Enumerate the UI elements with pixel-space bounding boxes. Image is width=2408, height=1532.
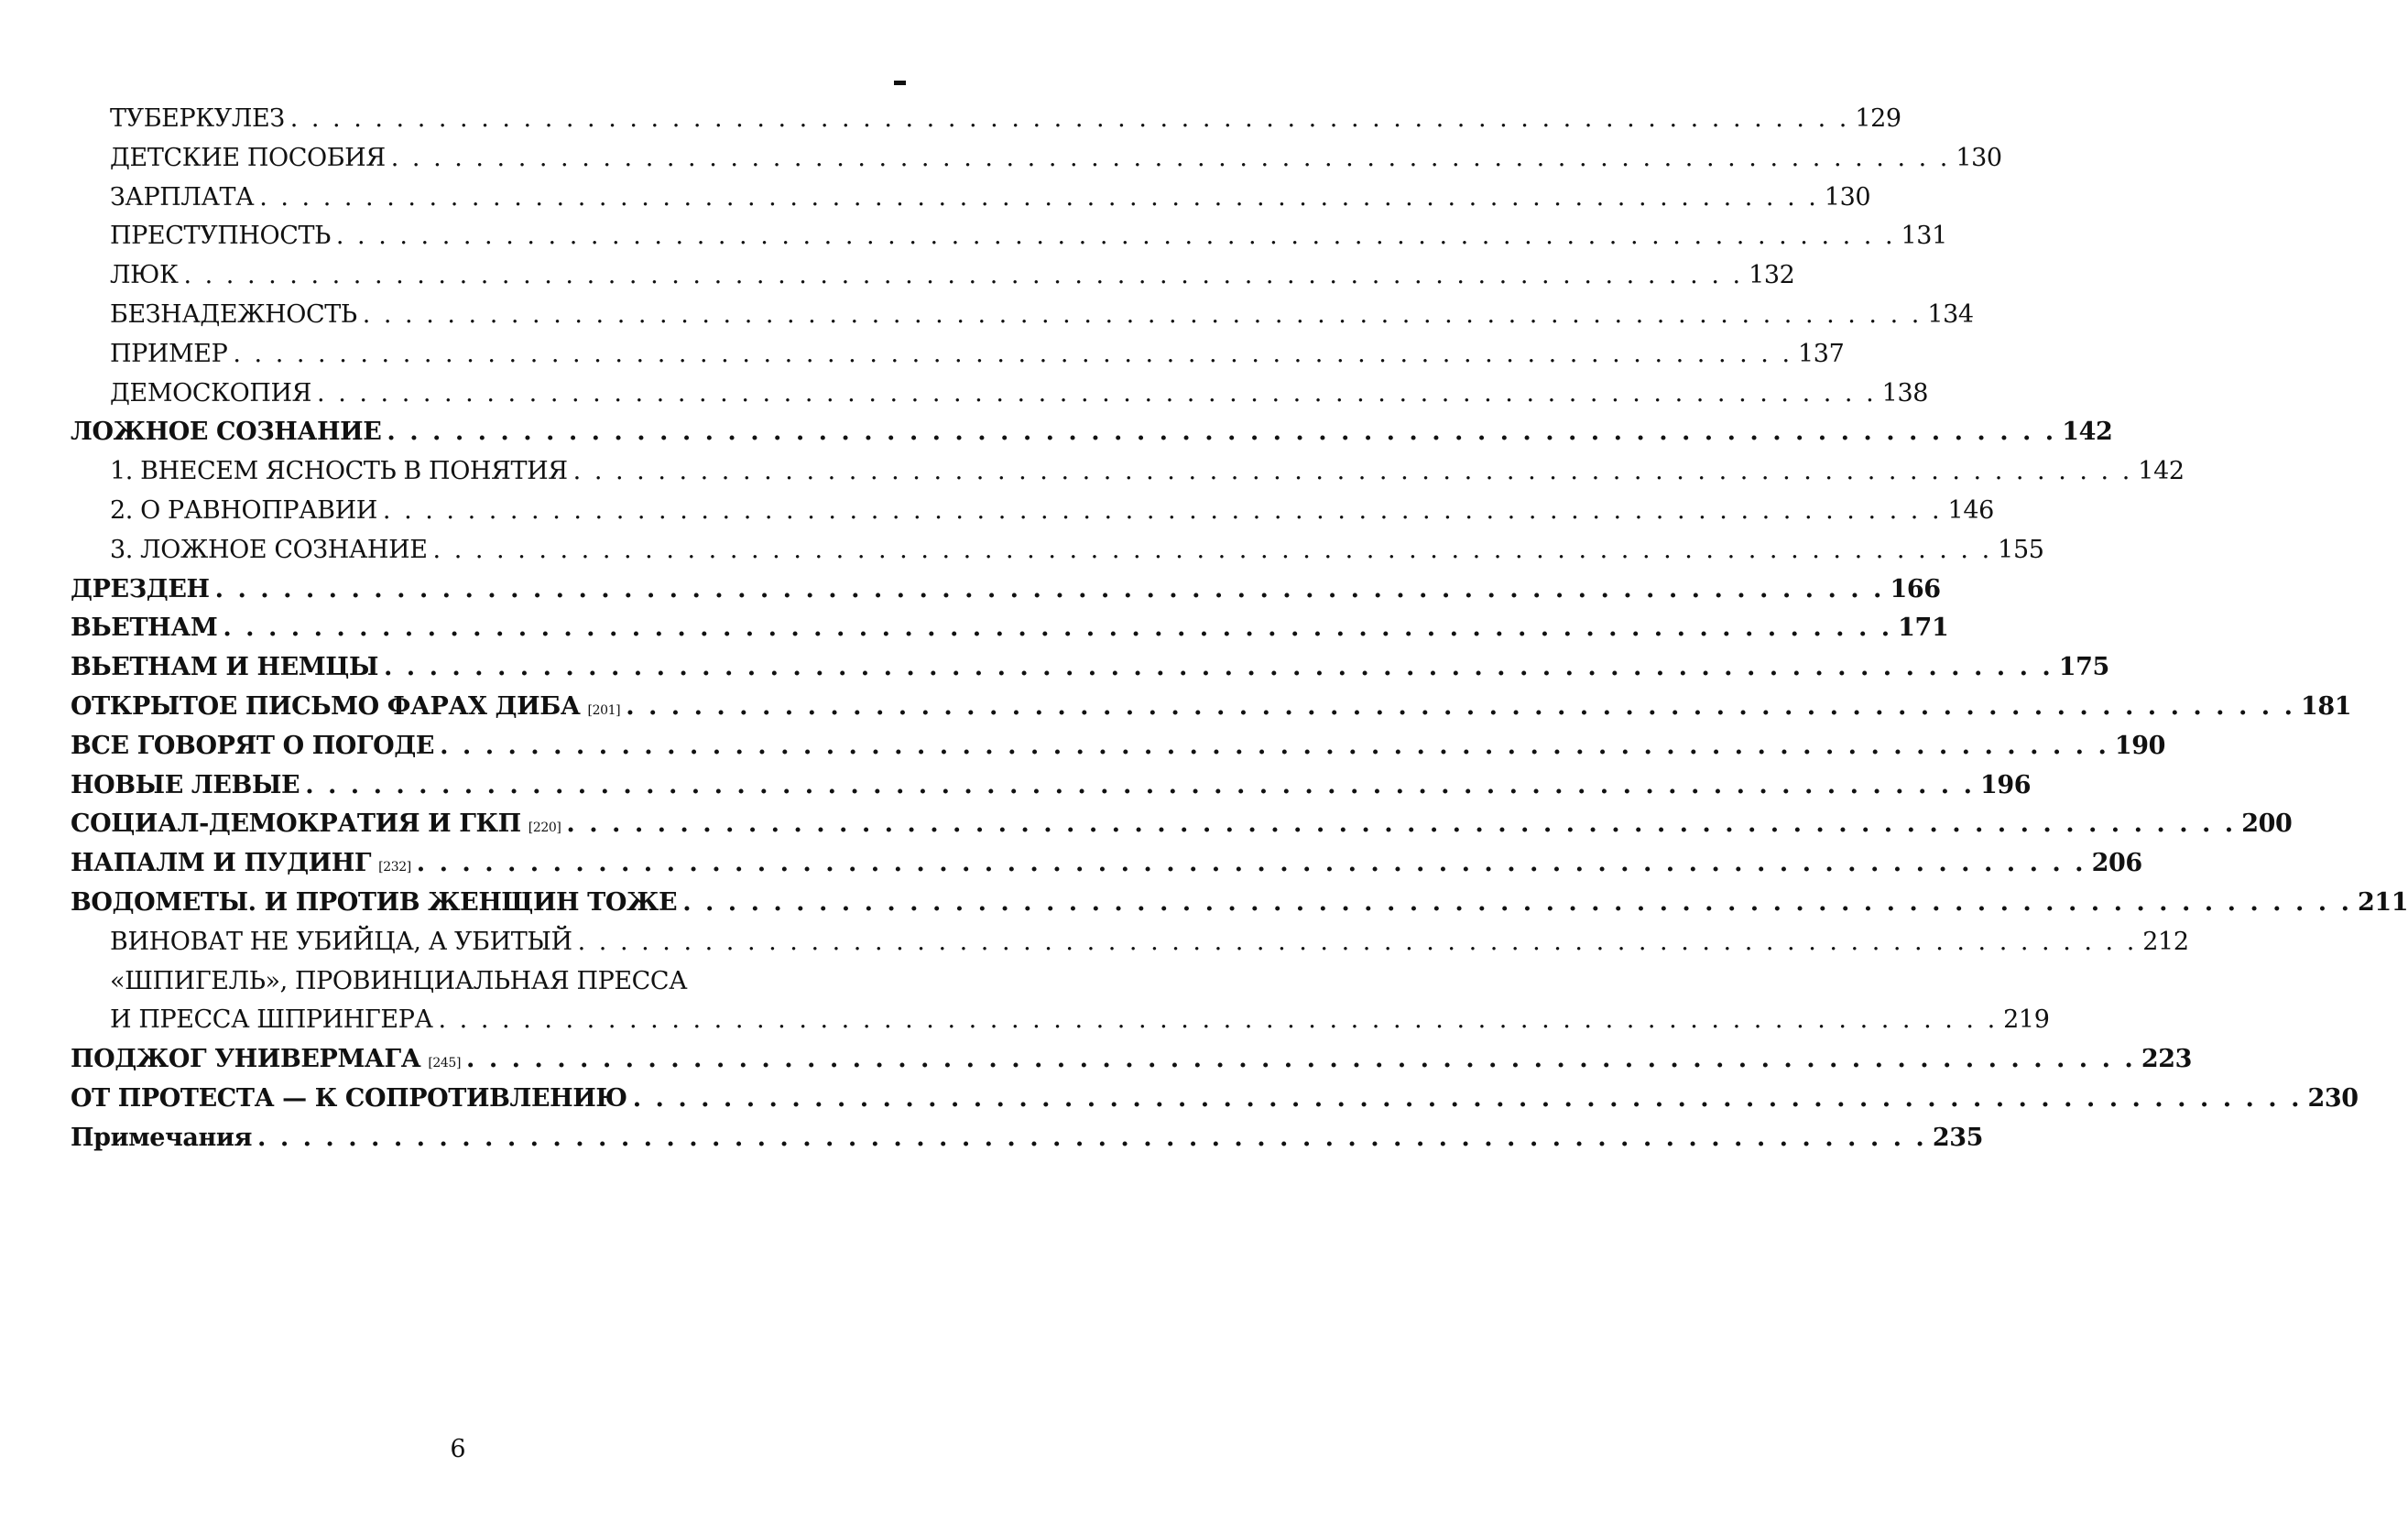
toc-row (0, 375, 1929, 412)
dot-leader: . . . . . . . . . . . . . . . . . . . . . . . . . . . . . . . . . . . . . . . . . . . . . . . . . . . . . . . . . . . . . . . . . . . . . . . . . . (317, 378, 1877, 407)
toc-chapter: ОТКРЫТОЕ ПИСЬМО ФАРАХ ДИБА [201] . . . . . . . . . . . . . . . . . . . . . . . . . . . . . . . . . . . . . . . . . . . . . . . . . . . . . . . . . . . . . . . . . . . . . . . . . . 181 (71, 689, 834, 725)
toc-row (0, 845, 2142, 882)
toc-page-number: 130 (1956, 143, 2002, 172)
toc-section (110, 453, 2185, 490)
toc-section (110, 532, 2044, 569)
toc-chapter (71, 610, 1949, 646)
toc-entry-title: ЛОЖНОЕ СОЗНАНИЕ (71, 418, 382, 447)
toc-chapter (71, 885, 2408, 921)
dot-leader: . . . . . . . . . . . . . . . . . . . . . . . . . . . . . . . . . . . . . . . . . . . . . . . . . . . . . . . . . . . . . . . . . . . . . . . . . . (362, 300, 1923, 329)
toc-row (0, 1081, 2359, 1117)
toc-section (110, 375, 1929, 412)
toc-entry-title: ДЕМОСКОПИЯ (110, 378, 312, 407)
dot-leader: . . . . . . . . . . . . . . . . . . . . . . . . . . . . . . . . . . . . . . . . . . . . . . . . . . . . . . . . . . . . . . . . . . . . . . . . . . (390, 143, 1951, 172)
toc-page-number: 131 (1901, 222, 1947, 251)
toc-entry-title: ВИНОВАТ НЕ УБИЙЦА, А УБИТЫЙ (110, 927, 572, 956)
toc-section (110, 1002, 2050, 1038)
toc-chapter (71, 728, 2166, 765)
toc-chapter (71, 414, 2113, 451)
dot-leader: . . . . . . . . . . . . . . . . . . . . . . . . . . . . . . . . . . . . . . . . . . . . . . . . . . . . . . . . . . . . . . . . . . . . . . . . . . (223, 614, 1893, 643)
dot-leader: . . . . . . . . . . . . . . . . . . . . . . . . . . . . . . . . . . . . . . . . . . . . . . . . . . . . . . . . . . . . . . . . . . . . . . . . . . (383, 653, 2054, 682)
toc-page-number: 166 (1890, 574, 1941, 603)
toc-page-number: 129 (1855, 104, 1901, 133)
toc-entry-title: ОТ ПРОТЕСТА — К СОПРОТИВЛЕНИЮ (71, 1084, 627, 1113)
toc-page-number: 196 (1979, 770, 2032, 799)
toc-section (110, 218, 1947, 255)
toc-row (0, 924, 2189, 961)
toc-row (0, 1120, 1983, 1157)
toc-chapter (71, 1120, 1983, 1157)
toc-page-number: 171 (1898, 614, 1949, 643)
toc-entry-title: СОЦИАЛ-ДЕМОКРАТИЯ И ГКП (71, 809, 521, 839)
toc-entry-title: ВОДОМЕТЫ. И ПРОТИВ ЖЕНЩИН ТОЖЕ (71, 888, 678, 917)
toc-chapter: СОЦИАЛ-ДЕМОКРАТИЯ И ГКП [220] . . . . . . . . . . . . . . . . . . . . . . . . . . . . . . . . . . . . . . . . . . . . . . . . . . . . . . . . . . . . . . . . . . . . . . . . . . 200 (71, 806, 834, 842)
toc-row (0, 571, 1941, 608)
toc-row (0, 140, 2002, 177)
toc-page-number: 230 (2307, 1084, 2359, 1113)
toc-row (0, 885, 2408, 921)
toc-entry-title: БЕЗНАДЕЖНОСТЬ (110, 300, 357, 329)
toc-row (0, 297, 1974, 333)
dot-leader: . . . . . . . . . . . . . . . . . . . . . . . . . . . . . . . . . . . . . . . . . . . . . . . . . . . . . . . . . . . . . . . . . . . . . . . . . . (577, 927, 2138, 956)
dot-leader: . . . . . . . . . . . . . . . . . . . . . . . . . . . . . . . . . . . . . . . . . . . . . . . . . . . . . . . . . . . . . . . . . . . . . . . . . . (626, 692, 2295, 721)
dot-leader: . . . . . . . . . . . . . . . . . . . . . . . . . . . . . . . . . . . . . . . . . . . . . . . . . . . . . . . . . . . . . . . . . . . . . . . . . . (335, 222, 1896, 251)
toc-section (110, 924, 2189, 961)
toc-chapter (71, 1081, 2359, 1117)
toc-section (110, 257, 1795, 294)
toc-row (0, 336, 1845, 373)
page-number: 6 (450, 1435, 466, 1463)
toc-row (0, 1002, 2050, 1038)
toc-page-number: 132 (1749, 261, 1795, 290)
toc-page-number: 137 (1798, 339, 1845, 368)
toc-row (0, 453, 2185, 490)
toc-entry-title: 2. О РАВНОПРАВИИ (110, 496, 377, 525)
toc-page-number: 200 (2241, 809, 2293, 839)
toc-row (0, 767, 2032, 804)
dot-leader: . . . . . . . . . . . . . . . . . . . . . . . . . . . . . . . . . . . . . . . . . . . . . . . . . . . . . . . . . . . . . . . . . . . . . . . . . . (387, 418, 2057, 447)
margin-mark (894, 81, 906, 85)
dot-leader: . . . . . . . . . . . . . . . . . . . . . . . . . . . . . . . . . . . . . . . . . . . . . . . . . . . . . . . . . . . . . . . . . . . . . . . . . . (682, 888, 2352, 917)
toc-entry-title: ПРЕСТУПНОСТЬ (110, 222, 331, 251)
toc-entry-title: ОТКРЫТОЕ ПИСЬМО ФАРАХ ДИБА (71, 692, 581, 721)
toc-page-number: 235 (1932, 1123, 1983, 1152)
toc-entry-title: ПОДЖОГ УНИВЕРМАГА (71, 1045, 421, 1074)
toc-row (0, 963, 916, 1000)
toc-row (0, 806, 2293, 842)
toc-page-number: 212 (2142, 927, 2189, 956)
dot-leader: . . . . . . . . . . . . . . . . . . . . . . . . . . . . . . . . . . . . . . . . . . . . . . . . . . . . . . . . . . . . . . . . . . . . . . . . . . (632, 1084, 2303, 1113)
dot-leader: . . . . . . . . . . . . . . . . . . . . . . . . . . . . . . . . . . . . . . . . . . . . . . . . . . . . . . . . . . . . . . . . . . . . . . . . . . (289, 104, 1850, 133)
toc-entry-title: 1. ВНЕСЕМ ЯСНОСТЬ В ПОНЯТИЯ (110, 457, 568, 486)
toc-entry-title: НОВЫЕ ЛЕВЫЕ (71, 770, 300, 799)
toc-entry-title: ВЬЕТНАМ И НЕМЦЫ (71, 653, 378, 682)
dot-leader: . . . . . . . . . . . . . . . . . . . . . . . . . . . . . . . . . . . . . . . . . . . . . . . . . . . . . . . . . . . . . . . . . . . . . . . . . . (566, 809, 2237, 839)
toc-page-number: 181 (2300, 692, 2352, 721)
toc-chapter (71, 767, 2032, 804)
dot-leader: . . . . . . . . . . . . . . . . . . . . . . . . . . . . . . . . . . . . . . . . . . . . . . . . . . . . . . . . . . . . . . . . . . . . . . . . . . (466, 1045, 2136, 1074)
toc-entry-title: ДЕТСКИЕ ПОСОБИЯ (110, 143, 386, 172)
toc-entry-title: Примечания (71, 1123, 253, 1152)
toc-row (0, 728, 2166, 765)
toc-section (110, 493, 1994, 529)
dot-leader: . . . . . . . . . . . . . . . . . . . . . . . . . . . . . . . . . . . . . . . . . . . . . . . . . . . . . . . . . . . . . . . . . . . . . . . . . . (257, 1123, 1927, 1152)
dot-leader: . . . . . . . . . . . . . . . . . . . . . . . . . . . . . . . . . . . . . . . . . . . . . . . . . . . . . . . . . . . . . . . . . . . . . . . . . . (382, 496, 1943, 525)
dot-leader: . . . . . . . . . . . . . . . . . . . . . . . . . . . . . . . . . . . . . . . . . . . . . . . . . . . . . . . . . . . . . . . . . . . . . . . . . . (305, 770, 1975, 799)
dot-leader: . . . . . . . . . . . . . . . . . . . . . . . . . . . . . . . . . . . . . . . . . . . . . . . . . . . . . . . . . . . . . . . . . . . . . . . . . . (183, 261, 1744, 290)
toc-row (0, 218, 1947, 255)
toc-page-number: 146 (1947, 496, 1994, 525)
toc-row (0, 649, 2109, 686)
toc-page-number: 175 (2058, 653, 2109, 682)
toc-row (0, 179, 1871, 216)
toc-page-number: 155 (1998, 535, 2044, 564)
toc-entry-title: И ПРЕССА ШПРИНГЕРА (110, 1005, 433, 1035)
toc-row (0, 532, 2044, 569)
toc-page-number: 190 (2114, 731, 2166, 760)
toc-chapter (71, 571, 1941, 608)
dot-leader: . . . . . . . . . . . . . . . . . . . . . . . . . . . . . . . . . . . . . . . . . . . . . . . . . . . . . . . . . . . . . . . . . . . . . . . . . . (432, 535, 1993, 564)
toc-section (110, 179, 1871, 216)
toc-page-number: 134 (1927, 300, 1974, 329)
toc-row (0, 414, 2113, 451)
toc-entry-title: ДРЕЗДЕН (71, 574, 210, 603)
toc-row (0, 257, 1795, 294)
toc-row (0, 493, 1994, 529)
toc-page-number: 138 (1881, 378, 1929, 407)
toc-section (110, 140, 2002, 177)
toc-entry-title: «ШПИГЕЛЬ», ПРОВИНЦИАЛЬНАЯ ПРЕССА (110, 966, 688, 995)
toc-entry-title: НАПАЛМ И ПУДИНГ (71, 849, 372, 878)
toc-page-number: 142 (2138, 457, 2185, 486)
toc-chapter: НАПАЛМ И ПУДИНГ [232] . . . . . . . . . . . . . . . . . . . . . . . . . . . . . . . . . . . . . . . . . . . . . . . . . . . . . . . . . . . . . . . . . . . . . . . . . . 206 (71, 845, 834, 882)
dot-leader: . . . . . . . . . . . . . . . . . . . . . . . . . . . . . . . . . . . . . . . . . . . . . . . . . . . . . . . . . . . . . . . . . . . . . . . . . . (416, 849, 2087, 878)
toc-row (0, 1041, 2192, 1078)
toc-entry-title: ВСЕ ГОВОРЯТ О ПОГОДЕ (71, 731, 435, 760)
toc-row (0, 689, 2352, 725)
toc-page-number: 219 (2003, 1005, 2050, 1035)
toc-page-number: 223 (2141, 1045, 2192, 1074)
toc-section (110, 297, 1974, 333)
toc-entry-title: ТУБЕРКУЛЕЗ (110, 104, 285, 133)
toc-page-number: 206 (2091, 849, 2142, 878)
toc-row (0, 610, 1949, 646)
toc-page-number: 142 (2062, 418, 2113, 447)
dot-leader: . . . . . . . . . . . . . . . . . . . . . . . . . . . . . . . . . . . . . . . . . . . . . . . . . . . . . . . . . . . . . . . . . . . . . . . . . . (438, 1005, 1999, 1035)
toc-page-number: 130 (1824, 182, 1871, 212)
toc-entry-title: ПРИМЕР (110, 339, 228, 368)
dot-leader: . . . . . . . . . . . . . . . . . . . . . . . . . . . . . . . . . . . . . . . . . . . . . . . . . . . . . . . . . . . . . . . . . . . . . . . . . . (259, 182, 1819, 212)
toc-chapter (71, 649, 2109, 686)
toc-chapter: ПОДЖОГ УНИВЕРМАГА [245] . . . . . . . . . . . . . . . . . . . . . . . . . . . . . . . . . . . . . . . . . . . . . . . . . . . . . . . . . . . . . . . . . . . . . . . . . . 223 (71, 1041, 834, 1078)
toc-row (0, 101, 1901, 137)
toc-entry-title: ВЬЕТНАМ (71, 614, 218, 643)
toc-entry-title: 3. ЛОЖНОЕ СОЗНАНИЕ (110, 535, 428, 564)
dot-leader: . . . . . . . . . . . . . . . . . . . . . . . . . . . . . . . . . . . . . . . . . . . . . . . . . . . . . . . . . . . . . . . . . . . . . . . . . . (440, 731, 2109, 760)
dot-leader: . . . . . . . . . . . . . . . . . . . . . . . . . . . . . . . . . . . . . . . . . . . . . . . . . . . . . . . . . . . . . . . . . . . . . . . . . . (572, 457, 2133, 486)
dot-leader: . . . . . . . . . . . . . . . . . . . . . . . . . . . . . . . . . . . . . . . . . . . . . . . . . . . . . . . . . . . . . . . . . . . . . . . . . . (214, 574, 1885, 603)
toc-page-number: 211 (2357, 888, 2408, 917)
toc-entry-title: ЛЮК (110, 261, 179, 290)
toc-section (110, 336, 1845, 373)
toc-section (110, 101, 1901, 137)
dot-leader: . . . . . . . . . . . . . . . . . . . . . . . . . . . . . . . . . . . . . . . . . . . . . . . . . . . . . . . . . . . . . . . . . . . . . . . . . . (233, 339, 1793, 368)
toc-entry-title: ЗАРПЛАТА (110, 182, 255, 212)
